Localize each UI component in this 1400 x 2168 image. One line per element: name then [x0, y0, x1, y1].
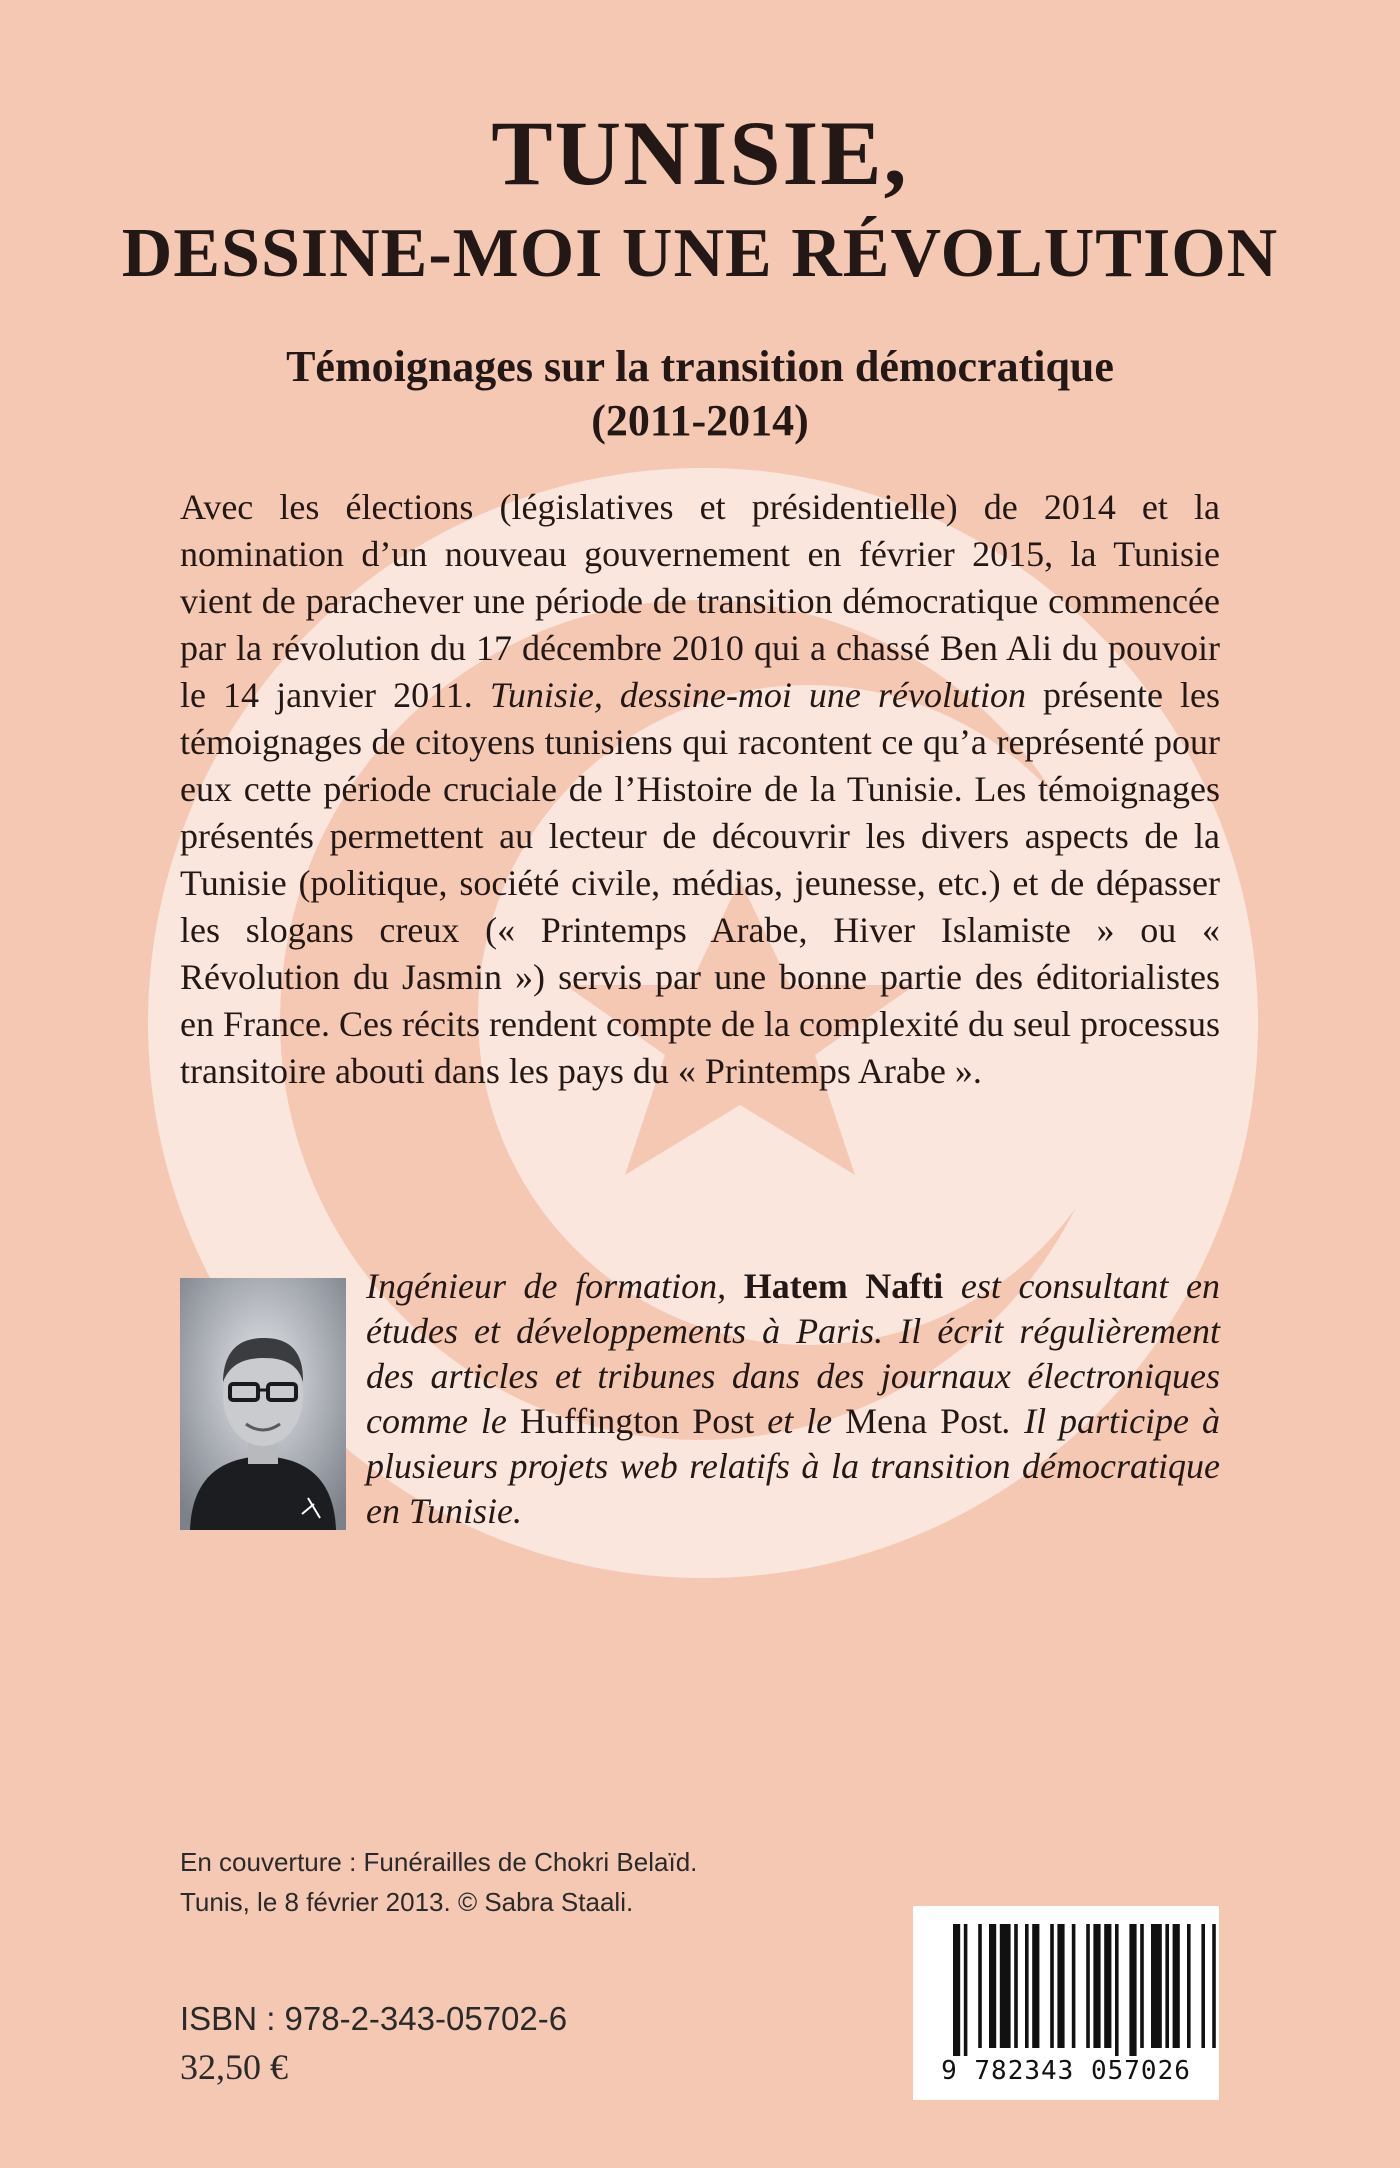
barcode-bar [1032, 1924, 1039, 2048]
barcode-bar [1187, 1924, 1191, 2048]
barcode-bar [1093, 1924, 1100, 2048]
barcode-bar [1173, 1924, 1180, 2048]
cover-photo-credit [180, 1842, 697, 1922]
bio-outlet-1: Huffington Post [519, 1401, 755, 1441]
barcode-bar [953, 1924, 960, 2056]
barcode-bar [1104, 1924, 1111, 2048]
barcode-bar [1014, 1924, 1018, 2048]
barcode-bar [1025, 1924, 1029, 2048]
barcode-bar [1086, 1924, 1090, 2048]
blurb-book-title: Tunisie, dessine-moi une révolution [489, 675, 1026, 715]
barcode [913, 1906, 1219, 2100]
price: 32,50 € [180, 2047, 288, 2087]
barcode-bar [1050, 1924, 1054, 2048]
author-photo [180, 1278, 346, 1530]
author-bio [366, 1264, 1220, 1534]
barcode-bar [1151, 1924, 1162, 2048]
book-title-line-1: TUNISIE, [491, 102, 909, 204]
subtitle-line-2: (2011-2014) [591, 396, 809, 445]
barcode-bar [1165, 1924, 1169, 2048]
barcode-bar [1129, 1924, 1136, 2056]
barcode-bar [978, 1924, 982, 2048]
barcode-bar [1000, 1924, 1011, 2048]
book-title-line-2: DESSINE-MOI UNE RÉVOLUTION [121, 215, 1279, 292]
credit-line-2: Tunis, le 8 février 2013. © Sabra Staali. [180, 1887, 634, 1917]
barcode-bar [1072, 1924, 1076, 2048]
bio-outlet-2: Mena Post [845, 1401, 1003, 1441]
blurb-part-1: Avec les élections (législatives et présidentielle) de 2014 et la nomination d’un nouveau gouvernement en février 2015, la Tunisie vient de parachever une période de transition démocratique commencée par la révolution du 17 décembre 2010 qui a chassé Ben Ali du pouvoir le 14 janvier 2011. [180, 487, 1220, 715]
bio-part-2: et le [754, 1401, 846, 1441]
barcode-bar [964, 1924, 968, 2056]
barcode-bar [1201, 1924, 1205, 2048]
bio-intro: Ingénieur de formation, [366, 1266, 744, 1306]
barcode-bar [989, 1924, 996, 2048]
isbn: ISBN : 978-2-343-05702-6 [180, 2000, 568, 2037]
barcode-bar [1115, 1924, 1119, 2056]
book-subtitle [0, 340, 1400, 448]
book-blurb [180, 484, 1220, 1095]
bio-part-3: . Il participe à plusieurs projets web relatifs à la transition démocratique en Tunisie. [366, 1401, 1220, 1531]
barcode-bar [1057, 1924, 1064, 2048]
subtitle-line-1: Témoignages sur la transition démocratique [286, 342, 1114, 391]
barcode-bar [1140, 1924, 1144, 2048]
barcode-bar [1212, 1924, 1216, 2048]
barcode-digits: 9 782343 057026 [941, 2056, 1191, 2086]
credit-line-1: En couverture : Funérailles de Chokri Belaïd. [180, 1847, 698, 1877]
author-name: Hatem Nafti [743, 1266, 944, 1306]
blurb-part-2: présente les témoignages de citoyens tunisiens qui racontent ce qu’a représenté pour eux cette période cruciale de l’Histoire de la Tunisie. Les témoignages présentés permettent au lecteur de découvrir les divers aspects de la Tunisie (politique, société civile, médias, jeunesse, etc.) et de dépasser les slogans creux (« Printemps Arabe, Hiver Islamiste » ou « Révolution du Jasmin ») servis par une bonne partie des éditorialistes en France. Ces récits rendent compte de la complexité du seul processus transitoire abouti dans les pays du « Printemps Arabe ». [180, 675, 1220, 1091]
bio-part-1: est consultant en études et développements à Paris. Il écrit régulièrement des articles et tribunes dans des journaux électroniques comme le [366, 1266, 1221, 1441]
